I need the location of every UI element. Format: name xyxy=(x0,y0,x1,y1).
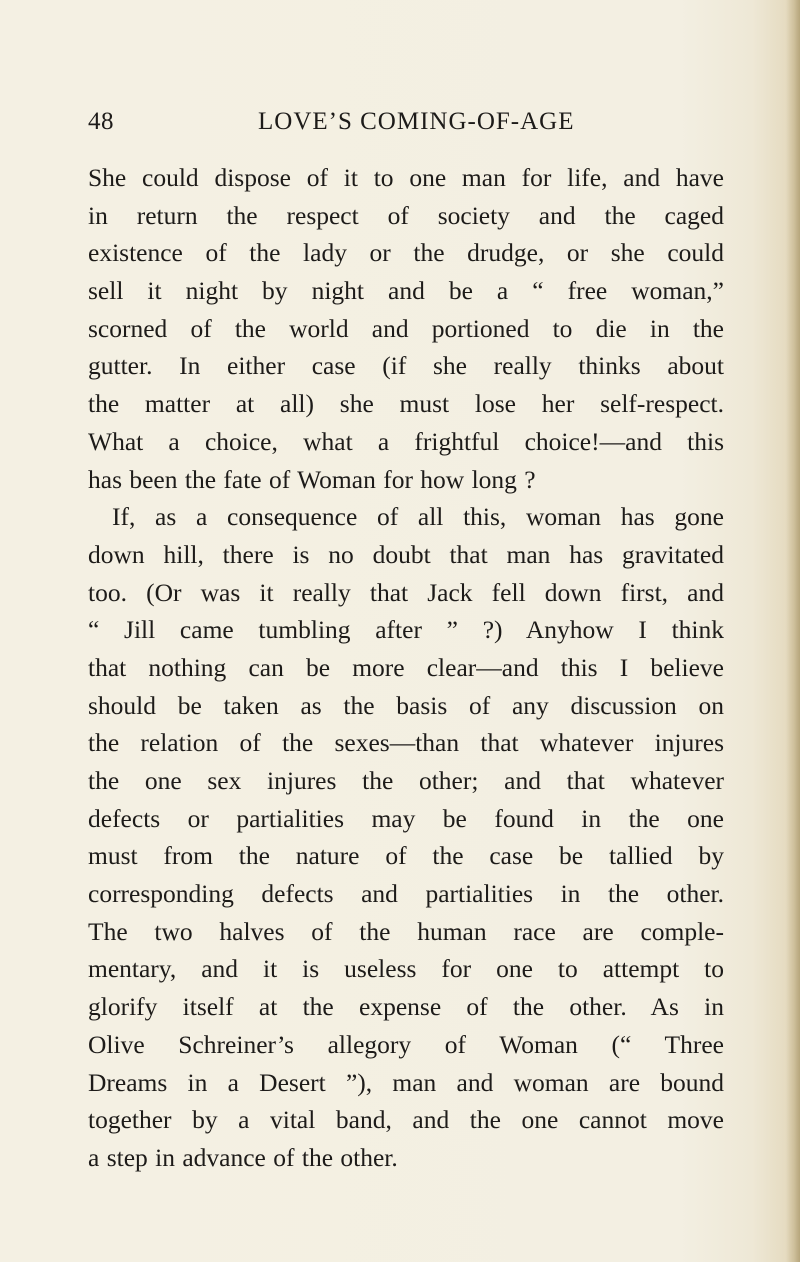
text-line: “ Jill came tumbling after ” ?) Anyhow I think xyxy=(88,615,724,645)
text-line: the relation of the sexes—than that whatever injures xyxy=(88,728,724,758)
text-line: defects or partialities may be found in the one xyxy=(88,803,724,833)
text-line: What a choice, what a frightful choice!—and this xyxy=(88,426,724,456)
text-line: scorned of the world and portioned to die in the xyxy=(88,313,724,343)
text-line: existence of the lady or the drudge, or she could xyxy=(88,238,724,268)
text-line: must from the nature of the case be tallied by xyxy=(88,841,724,871)
text-line: should be taken as the basis of any discussion on xyxy=(88,690,724,720)
text-line: gutter. In either case (if she really thinks about xyxy=(88,351,724,381)
text-line: down hill, there is no doubt that man has gravitated xyxy=(88,539,724,569)
text-line: that nothing can be more clear—and this I believe xyxy=(88,652,724,682)
text-line: a step in advance of the other. xyxy=(88,1142,398,1172)
page-number: 48 xyxy=(88,108,114,135)
text-line: glorify itself at the expense of the other. As in xyxy=(88,992,724,1022)
text-line: in return the respect of society and the caged xyxy=(88,200,724,230)
text-line: too. (Or was it really that Jack fell down first, and xyxy=(88,577,724,607)
body-text xyxy=(88,159,724,1177)
text-line-indented: If, as a consequence of all this, woman has gone xyxy=(112,502,724,532)
text-line: Olive Schreiner’s allegory of Woman (“ Three xyxy=(88,1029,724,1059)
text-line: the matter at all) she must lose her self-respect. xyxy=(88,389,724,419)
text-line: sell it night by night and be a “ free woman,” xyxy=(88,276,724,306)
text-line: Dreams in a Desert ”), man and woman are bound xyxy=(88,1067,724,1097)
page-edge-shadow xyxy=(786,0,800,1262)
text-line: The two halves of the human race are comple- xyxy=(88,916,724,946)
text-line: has been the fate of Woman for how long ? xyxy=(88,464,536,494)
text-line: mentary, and it is useless for one to attempt to xyxy=(88,954,724,984)
text-line: corresponding defects and partialities in the other. xyxy=(88,879,724,909)
text-line: together by a vital band, and the one cannot move xyxy=(88,1105,724,1135)
running-title: LOVE’S COMING-OF-AGE xyxy=(258,108,575,135)
running-head xyxy=(88,108,718,148)
text-line: She could dispose of it to one man for life, and have xyxy=(88,163,724,192)
text-line: the one sex injures the other; and that whatever xyxy=(88,766,724,795)
